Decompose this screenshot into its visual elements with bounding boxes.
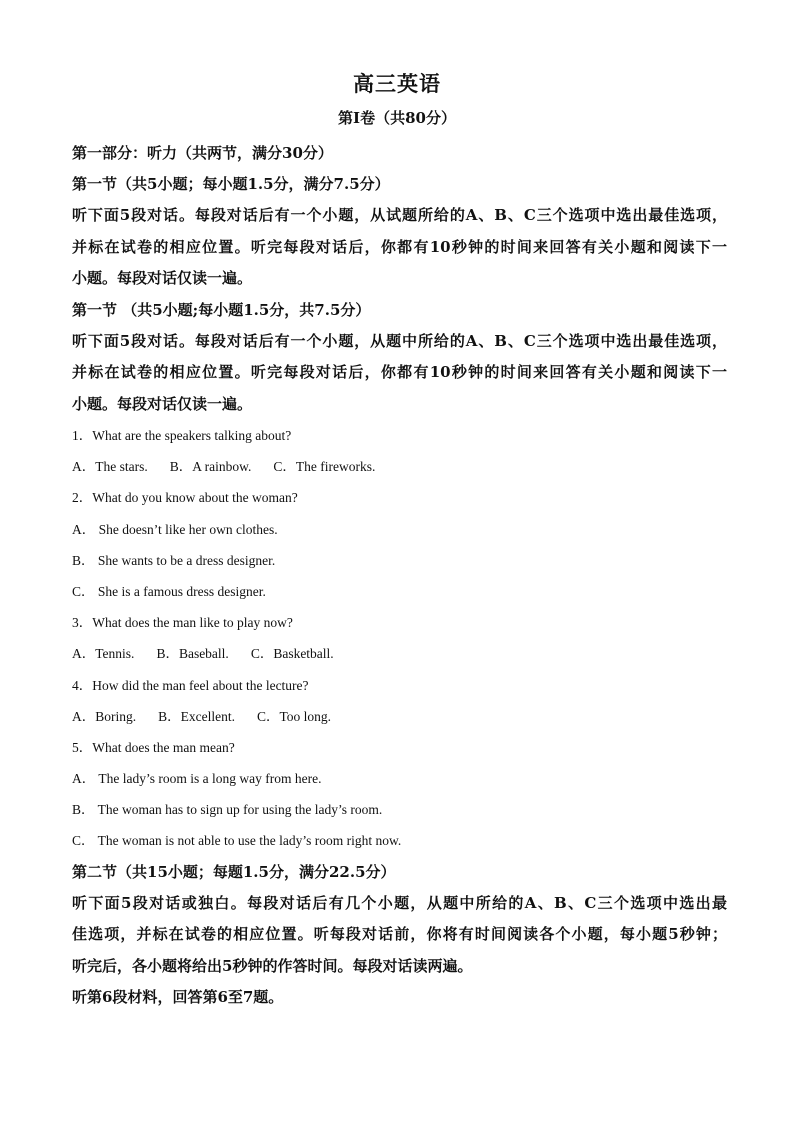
paper-subtitle: 第I卷（共80分） bbox=[338, 109, 456, 127]
exam-body bbox=[72, 138, 727, 1013]
section-a-instructions bbox=[72, 200, 727, 295]
instruction-line: 小题。每段对话仅读一遍。 bbox=[72, 394, 253, 413]
question-5-stem: 5．What does the man mean? bbox=[72, 739, 235, 755]
section-a-heading: 第一节（共5小题；每小题1.5分，满分7.5分） bbox=[72, 175, 390, 193]
question-1-stem: 1．What are the speakers talking about? bbox=[72, 428, 292, 443]
option-a: A．The stars. bbox=[72, 459, 148, 475]
instruction-line: 听完后，各小题将给出5秒钟的作答时间。每段对话读两遍。 bbox=[72, 956, 473, 975]
option-c: C． She is a famous dress designer. bbox=[72, 583, 266, 599]
option-a: A． She doesn’t like her own clothes. bbox=[72, 521, 278, 537]
instruction-line: 并标在试卷的相应位置。听完每段对话后，你都有10秒钟的时间来回答有关小题和阅读下一 bbox=[72, 363, 727, 381]
part2-heading: 第二节（共15小题；每题1.5分，满分22.5分） bbox=[72, 862, 396, 881]
instruction-line: 听下面5段对话。每段对话后有一个小题，从题中所给的A、B、C三个选项中选出最佳选项， bbox=[72, 331, 727, 350]
section-b-heading: 第一节 （共5小题;每小题1.5分，共7.5分） bbox=[72, 300, 371, 319]
part2-instructions bbox=[72, 888, 727, 983]
question-4-stem: 4．How did the man feel about the lecture? bbox=[72, 677, 309, 693]
instruction-line: 并标在试卷的相应位置。听完每段对话后，你都有10秒钟的时间来回答有关小题和阅读下一 bbox=[72, 237, 727, 256]
option-b: B． The woman has to sign up for using the lady’s room. bbox=[72, 802, 383, 818]
question-2-stem: 2．What do you know about the woman? bbox=[72, 490, 298, 506]
option-a: A．Tennis. bbox=[72, 646, 135, 662]
option-b: B．A rainbow. bbox=[169, 459, 252, 475]
option-c: C．The fireworks. bbox=[273, 459, 376, 475]
question-3-stem: 3．What does the man like to play now? bbox=[72, 615, 293, 631]
question-4-options bbox=[72, 701, 727, 732]
material-6-heading: 听第6段材料，回答第6至7题。 bbox=[72, 988, 284, 1007]
option-c: C．Basketball. bbox=[250, 646, 334, 662]
question-1-options bbox=[72, 451, 727, 482]
option-a: A． The lady’s room is a long way from here. bbox=[72, 771, 322, 787]
page-title: 高三英语 bbox=[353, 72, 441, 96]
option-b: B．Excellent. bbox=[158, 708, 235, 724]
section-b-instructions bbox=[72, 326, 727, 421]
instruction-line: 小题。每段对话仅读一遍。 bbox=[72, 269, 253, 287]
option-c: C．Too long. bbox=[256, 708, 332, 724]
part1-heading: 第一部分：听力（共两节，满分30分） bbox=[72, 144, 333, 162]
instruction-line: 听下面5段对话或独白。每段对话后有几个小题，从题中所给的A、B、C三个选项中选出最 bbox=[72, 893, 727, 912]
question-3-options bbox=[72, 638, 727, 669]
instruction-line: 听下面5段对话。每段对话后有一个小题，从试题所给的A、B、C三个选项中选出最佳选项， bbox=[72, 206, 727, 224]
option-b: B． She wants to be a dress designer. bbox=[72, 552, 276, 568]
option-b: B．Baseball. bbox=[156, 646, 229, 662]
instruction-line: 佳选项，并标在试卷的相应位置。听每段对话前，你将有时间阅读各个小题，每小题5秒钟； bbox=[72, 925, 727, 944]
option-c: C． The woman is not able to use the lady’s room right now. bbox=[72, 833, 402, 849]
option-a: A．Boring. bbox=[72, 708, 137, 724]
